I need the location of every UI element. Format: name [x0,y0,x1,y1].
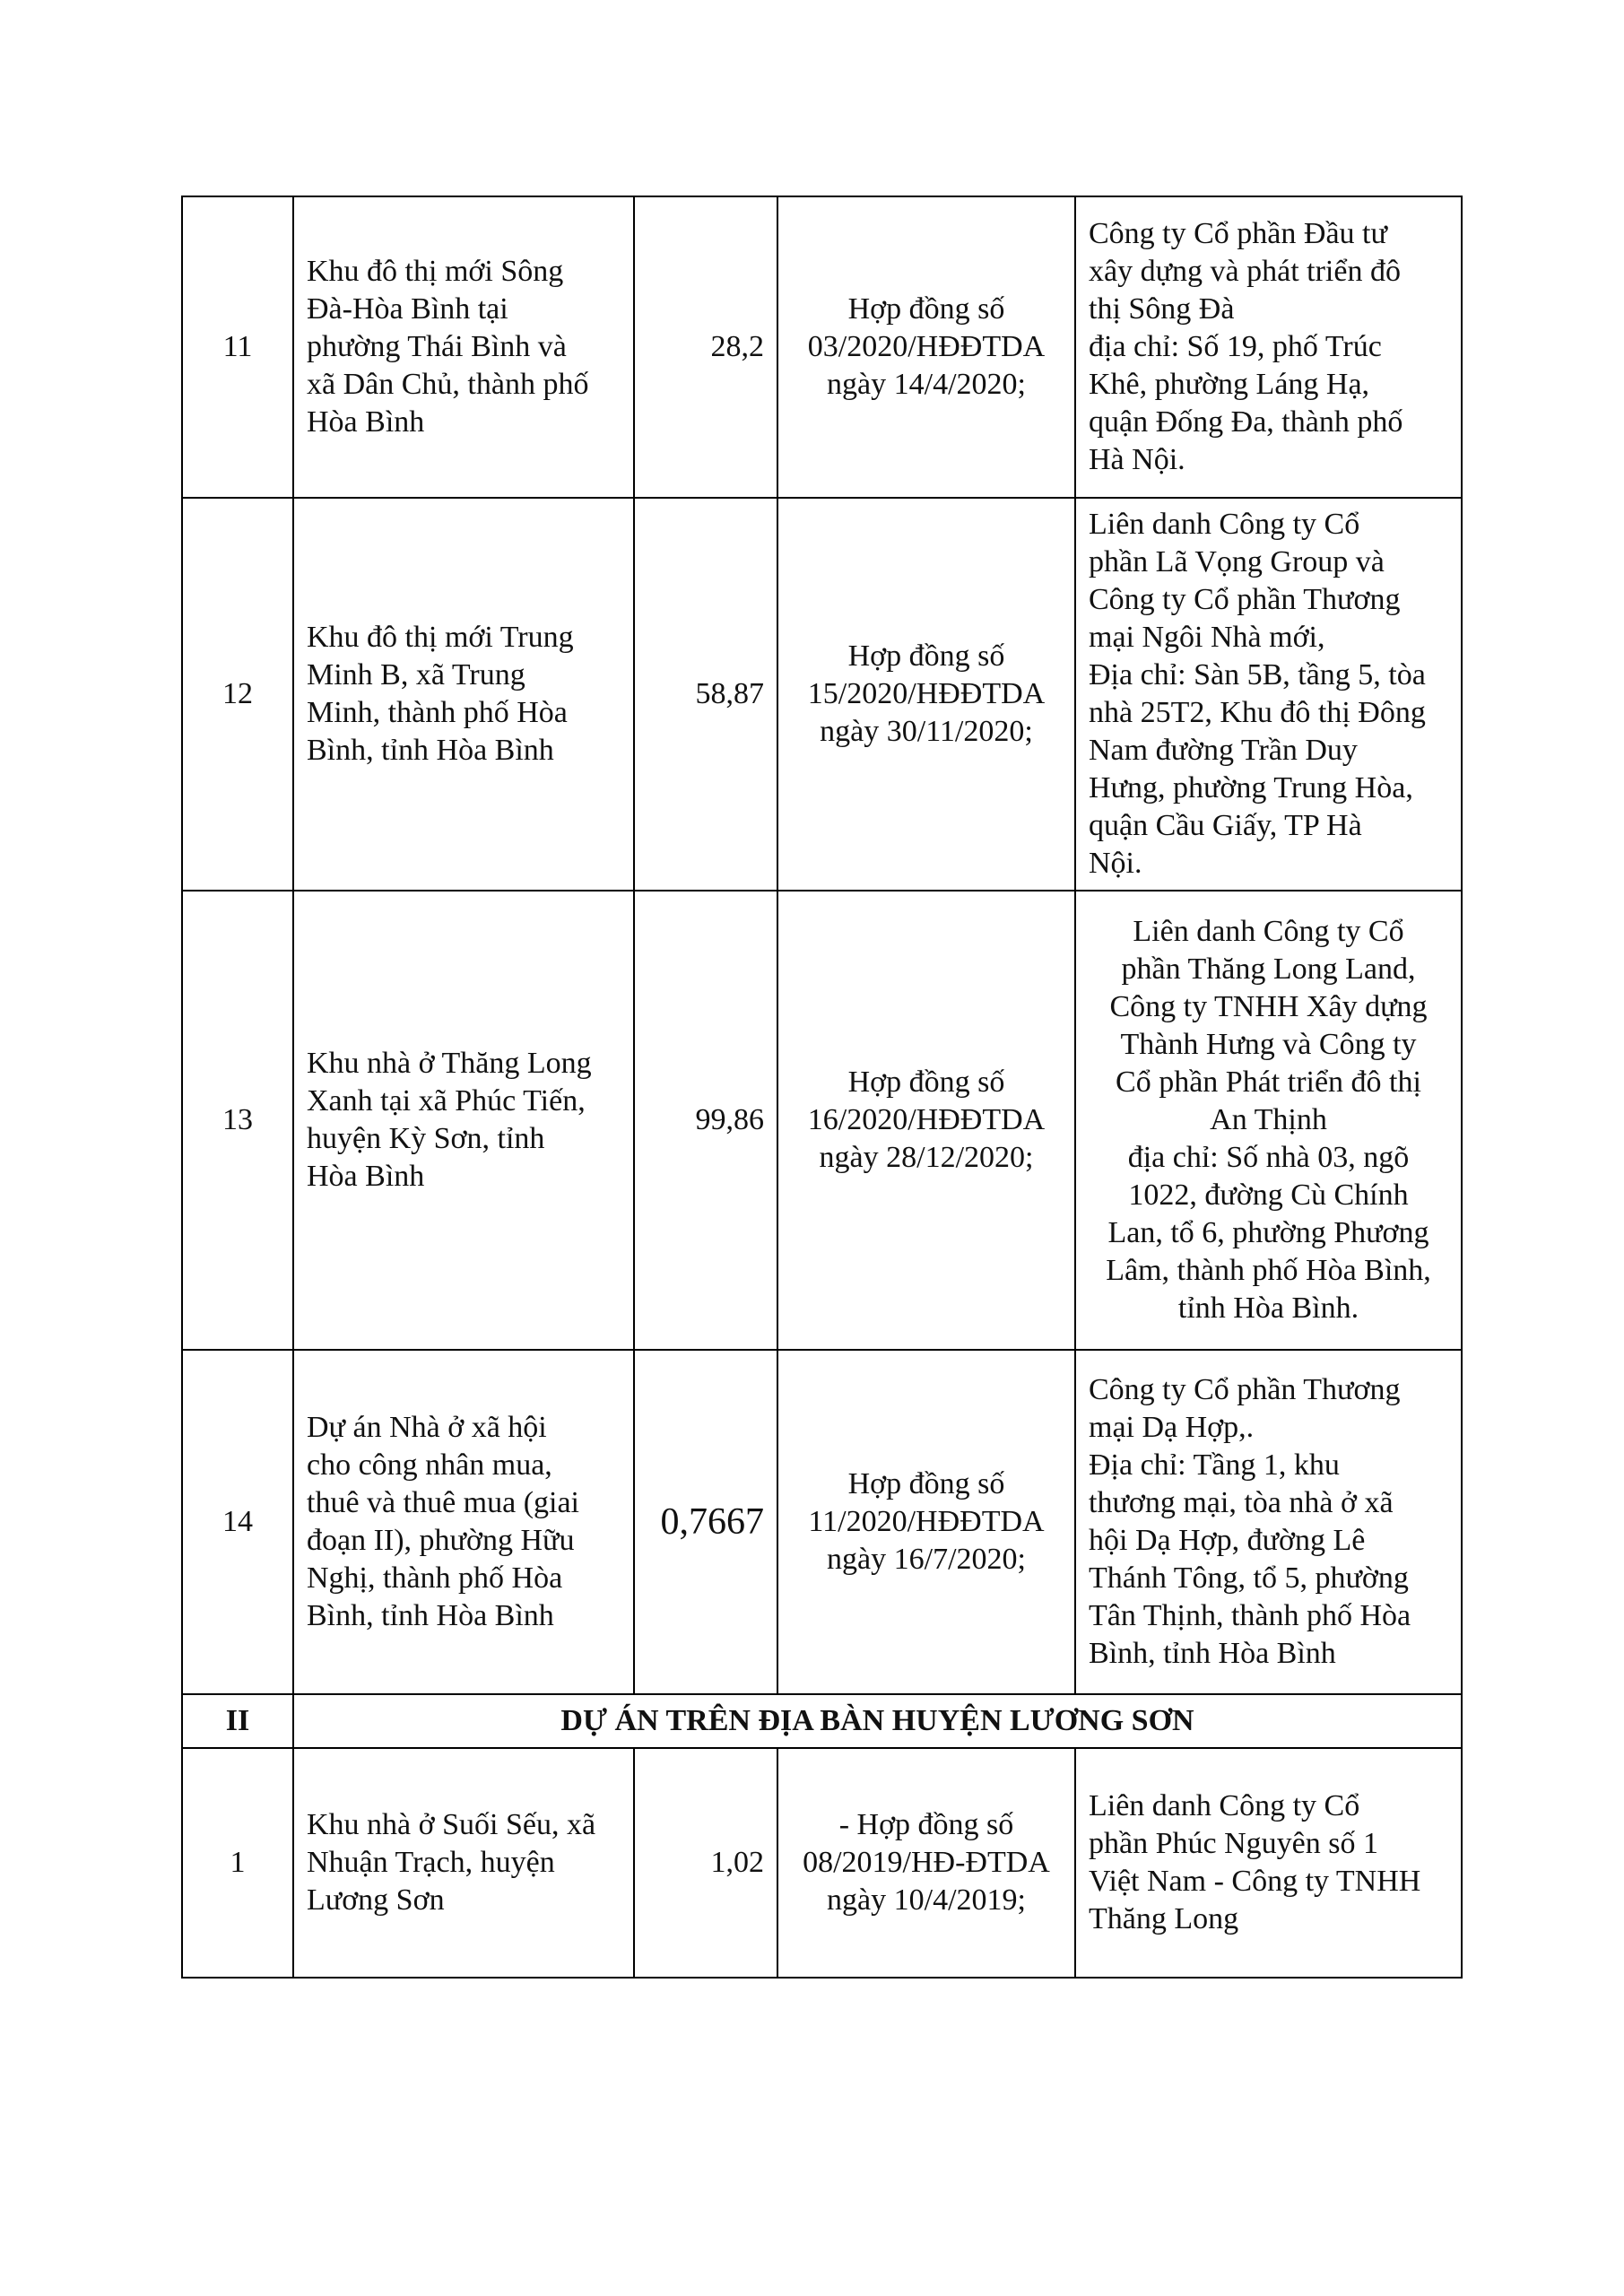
contract-info: Hợp đồng số 11/2020/HĐĐTDA ngày 16/7/2020; [777,1350,1075,1694]
project-area: 58,87 [634,498,777,891]
project-area: 0,7667 [634,1350,777,1694]
project-name: Dự án Nhà ở xã hội cho công nhân mua, thuê và thuê mua (giai đoạn II), phường Hữu Nghị, thành phố Hòa Bình, tỉnh Hòa Bình [293,1350,634,1694]
investor-info: Liên danh Công ty Cổ phần Phúc Nguyên số 1 Việt Nam - Công ty TNHH Thăng Long [1075,1748,1462,1978]
project-name: Khu nhà ở Thăng Long Xanh tại xã Phúc Tiến, huyện Kỳ Sơn, tỉnh Hòa Bình [293,891,634,1350]
row-number: 12 [182,498,293,891]
table-row [182,891,1462,1350]
section-header-row [182,1694,1462,1748]
investor-info: Công ty Cổ phần Thương mại Dạ Hợp,. Địa chỉ: Tầng 1, khu thương mại, tòa nhà ở xã hội Dạ Hợp, đường Lê Thánh Tông, tổ 5, phường Tân Thịnh, thành phố Hòa Bình, tỉnh Hòa Bình [1075,1350,1462,1694]
row-number: 1 [182,1748,293,1978]
section-title: DỰ ÁN TRÊN ĐỊA BÀN HUYỆN LƯƠNG SƠN [293,1694,1462,1748]
investor-info: Liên danh Công ty Cổ phần Thăng Long Land, Công ty TNHH Xây dựng Thành Hưng và Công ty Cổ phần Phát triển đô thị An Thịnh địa chỉ: Số nhà 03, ngõ 1022, đường Cù Chính Lan, tổ 6, phường Phương Lâm, thành phố Hòa Bình, tỉnh Hòa Bình. [1075,891,1462,1350]
project-name: Khu nhà ở Suối Sếu, xã Nhuận Trạch, huyện Lương Sơn [293,1748,634,1978]
investor-info: Liên danh Công ty Cổ phần Lã Vọng Group và Công ty Cổ phần Thương mại Ngôi Nhà mới, Địa chỉ: Sàn 5B, tầng 5, tòa nhà 25T2, Khu đô thị Đông Nam đường Trần Duy Hưng, phường Trung Hòa, quận Cầu Giấy, TP Hà Nội. [1075,498,1462,891]
project-area: 99,86 [634,891,777,1350]
project-table [181,196,1463,1979]
contract-info: Hợp đồng số 03/2020/HĐĐTDA ngày 14/4/2020; [777,196,1075,498]
project-name: Khu đô thị mới Sông Đà-Hòa Bình tại phường Thái Bình và xã Dân Chủ, thành phố Hòa Bình [293,196,634,498]
contract-info: - Hợp đồng số 08/2019/HĐ-ĐTDA ngày 10/4/2019; [777,1748,1075,1978]
row-number: 13 [182,891,293,1350]
project-area: 1,02 [634,1748,777,1978]
row-number: 14 [182,1350,293,1694]
table-row [182,498,1462,891]
investor-info: Công ty Cổ phần Đầu tư xây dựng và phát triển đô thị Sông Đà địa chỉ: Số 19, phố Trúc Khê, phường Láng Hạ, quận Đống Đa, thành phố Hà Nội. [1075,196,1462,498]
contract-info: Hợp đồng số 16/2020/HĐĐTDA ngày 28/12/2020; [777,891,1075,1350]
section-number: II [182,1694,293,1748]
table-row [182,1748,1462,1978]
contract-info: Hợp đồng số 15/2020/HĐĐTDA ngày 30/11/2020; [777,498,1075,891]
table-row [182,1350,1462,1694]
table-row [182,196,1462,498]
row-number: 11 [182,196,293,498]
project-area: 28,2 [634,196,777,498]
project-name: Khu đô thị mới Trung Minh B, xã Trung Minh, thành phố Hòa Bình, tỉnh Hòa Bình [293,498,634,891]
